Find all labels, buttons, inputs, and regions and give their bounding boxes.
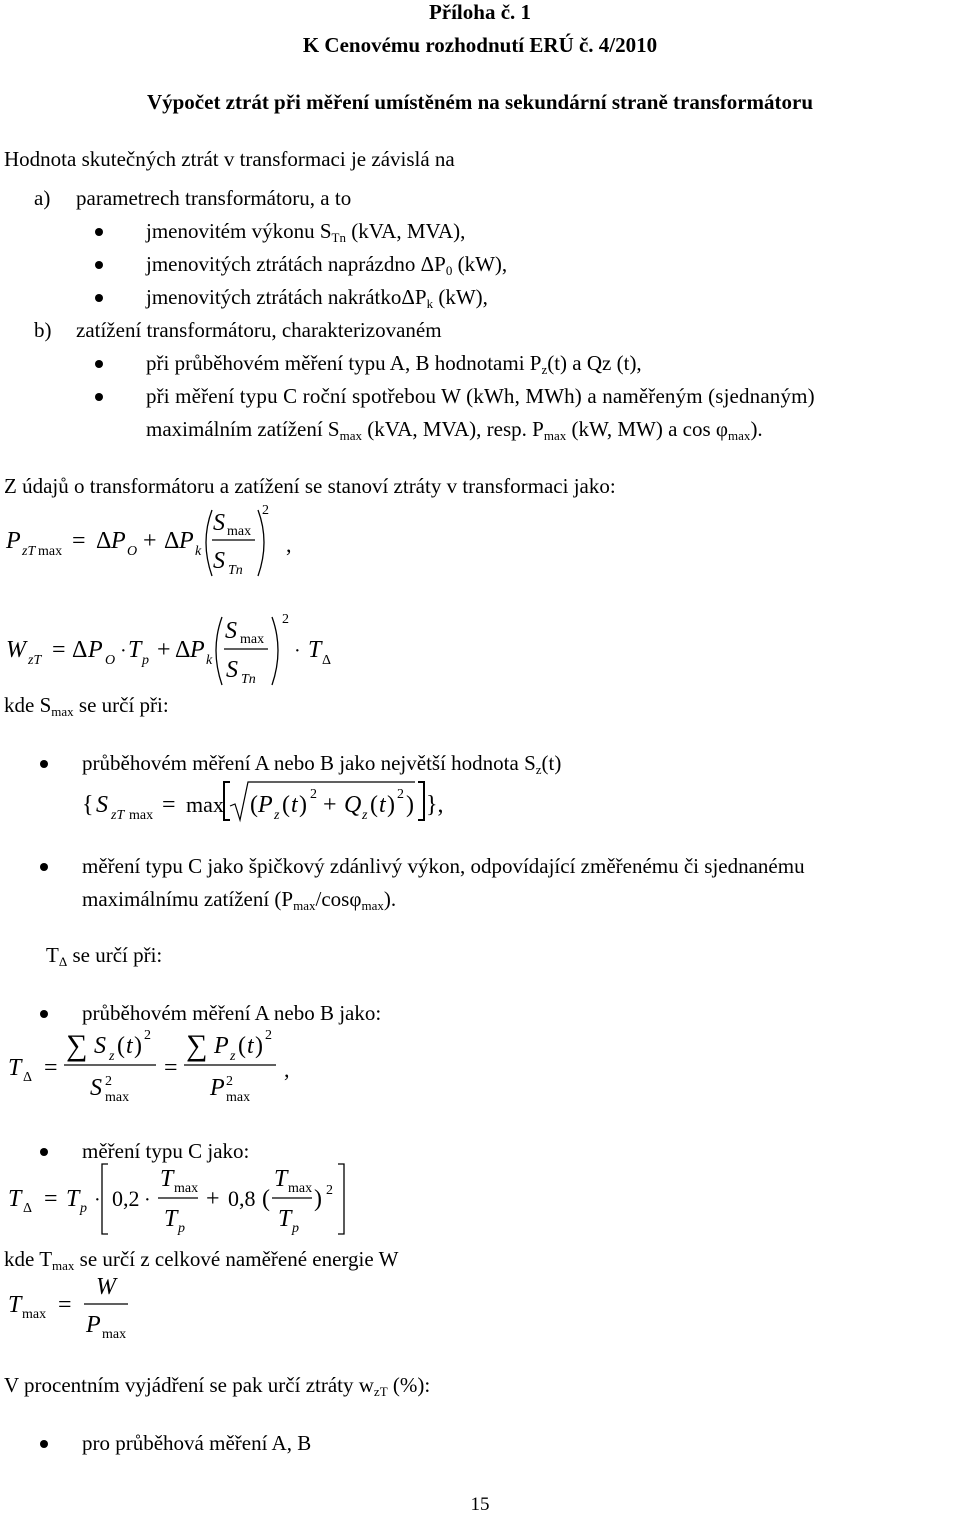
formula-tmax bbox=[0, 1270, 960, 1342]
svg-text:max: max bbox=[174, 1181, 199, 1196]
svg-text:P: P bbox=[86, 1312, 101, 1338]
list-item: jmenovitém výkonu $S_{Tn}$ (kVA, MVA), bbox=[146, 219, 466, 245]
svg-text:2: 2 bbox=[262, 503, 269, 518]
svg-text:(: ( bbox=[250, 792, 258, 818]
bullet-icon bbox=[40, 760, 48, 768]
bullet-icon bbox=[95, 393, 103, 401]
formula-wzt bbox=[0, 605, 960, 695]
annex-label: Příloha č. 1 bbox=[428, 0, 532, 24]
decision-reference: K Cenovému rozhodnutí ERÚ č. 4/2010 bbox=[302, 33, 658, 57]
list-item-continuation: maximálnímu zatížení $(P_{max}/\cos\varphi_{max})$. bbox=[82, 887, 397, 913]
svg-text:): ) bbox=[314, 1186, 322, 1212]
svg-text:Q: Q bbox=[344, 792, 362, 818]
bullet-icon bbox=[95, 360, 103, 368]
svg-text:Δ: Δ bbox=[96, 528, 112, 554]
svg-text:p: p bbox=[142, 653, 149, 668]
svg-text:S: S bbox=[225, 618, 237, 644]
svg-text:W: W bbox=[6, 637, 26, 663]
svg-text:max: max bbox=[129, 808, 154, 823]
svg-text:max: max bbox=[186, 792, 224, 817]
svg-text:t: t bbox=[291, 792, 298, 818]
section-a-label: a) bbox=[34, 186, 51, 210]
svg-text:2: 2 bbox=[310, 787, 317, 802]
svg-text:): ) bbox=[406, 792, 414, 818]
svg-text:max: max bbox=[22, 1307, 47, 1322]
page-number: 15 bbox=[470, 1494, 490, 1515]
svg-text:Δ: Δ bbox=[72, 637, 88, 663]
list-item: pro průběhová měření A, B bbox=[82, 1431, 312, 1455]
svg-text:): ) bbox=[387, 792, 395, 818]
svg-text:T: T bbox=[8, 1186, 22, 1212]
svg-text:0,2: 0,2 bbox=[112, 1186, 140, 1211]
svg-text:t: t bbox=[126, 1033, 133, 1059]
svg-text:2: 2 bbox=[282, 612, 289, 627]
svg-text:T: T bbox=[274, 1166, 288, 1192]
svg-text:T: T bbox=[128, 637, 142, 663]
svg-text:p: p bbox=[178, 1221, 185, 1236]
svg-text:2: 2 bbox=[226, 1074, 233, 1089]
section-a-text: parametrech transformátoru, a to bbox=[76, 186, 352, 210]
svg-text:p: p bbox=[80, 1201, 87, 1216]
list-item: jmenovitých ztrátách naprázdno $\Delta P_0$ (kW), bbox=[146, 252, 508, 278]
formula-tdelta-c bbox=[0, 1160, 960, 1240]
svg-text:T: T bbox=[66, 1186, 80, 1212]
svg-text:O: O bbox=[127, 544, 138, 559]
svg-text:(: ( bbox=[370, 792, 378, 818]
formula-tdelta-ab bbox=[0, 1025, 960, 1105]
list-item: při průběhovém měření typu A, B hodnotami $P_z(t)$ a Qz (t), bbox=[146, 351, 642, 377]
svg-text:k: k bbox=[206, 653, 213, 668]
svg-text:p: p bbox=[292, 1221, 299, 1236]
svg-text:z: z bbox=[109, 1049, 115, 1064]
svg-text:·: · bbox=[120, 640, 127, 662]
list-item: měření typu C jako: bbox=[82, 1139, 250, 1163]
svg-text:{: { bbox=[82, 792, 94, 818]
svg-text:P: P bbox=[111, 528, 126, 554]
svg-text:O: O bbox=[105, 653, 116, 668]
svg-text:+: + bbox=[206, 1186, 220, 1212]
svg-text:P: P bbox=[214, 1033, 229, 1059]
bullet-icon bbox=[40, 863, 48, 871]
svg-text:P: P bbox=[88, 637, 103, 663]
bullet-icon bbox=[95, 294, 103, 302]
svg-text:2: 2 bbox=[265, 1028, 272, 1043]
svg-text:∑: ∑ bbox=[66, 1029, 88, 1062]
svg-text:·: · bbox=[144, 1189, 151, 1211]
svg-text:∑: ∑ bbox=[186, 1029, 208, 1062]
svg-text:T: T bbox=[164, 1206, 178, 1232]
svg-text:max: max bbox=[102, 1327, 127, 1342]
bullet-icon bbox=[40, 1010, 48, 1018]
svg-text:): ) bbox=[299, 792, 307, 818]
svg-text:P: P bbox=[210, 1075, 225, 1101]
intro-text: Hodnota skutečných ztrát v transformaci je závislá na bbox=[4, 147, 455, 171]
svg-text:Δ: Δ bbox=[175, 637, 191, 663]
tdelta-intro: $T_\Delta$ se určí při: bbox=[46, 943, 163, 969]
svg-text:S: S bbox=[96, 792, 108, 818]
list-item: jmenovitých ztrátách nakrátkoΔP$_k$ (kW), bbox=[146, 285, 488, 311]
svg-text:P: P bbox=[258, 792, 273, 818]
svg-text:P: P bbox=[190, 637, 205, 663]
list-item: průběhovém měření A nebo B jako: bbox=[82, 1001, 382, 1025]
svg-text:max: max bbox=[38, 544, 63, 559]
svg-text:T: T bbox=[8, 1292, 22, 1318]
svg-text:k: k bbox=[195, 544, 202, 559]
svg-text:·: · bbox=[294, 640, 301, 662]
svg-text:=: = bbox=[72, 528, 86, 554]
svg-text:2: 2 bbox=[105, 1074, 112, 1089]
svg-text:P: P bbox=[6, 528, 21, 554]
svg-text:0,8: 0,8 bbox=[228, 1186, 256, 1211]
svg-text:+: + bbox=[157, 637, 171, 663]
list-item-continuation: maximálním zatížení $S_{max}$ (kVA, MVA), resp. $P_{max}$ (kW, MW) a $\cos \varphi_{max}$). bbox=[146, 417, 763, 443]
percent-intro: V procentním vyjádření se pak určí ztráty $w_{zT}$ (%): bbox=[4, 1373, 431, 1399]
svg-text:(: ( bbox=[238, 1033, 246, 1059]
svg-text:Tn: Tn bbox=[228, 563, 243, 578]
svg-text:2: 2 bbox=[397, 787, 404, 802]
svg-text:+: + bbox=[323, 792, 337, 818]
svg-text:S: S bbox=[213, 548, 225, 574]
svg-text:·: · bbox=[94, 1189, 101, 1211]
svg-text:max: max bbox=[240, 632, 265, 647]
svg-text:zT: zT bbox=[111, 808, 125, 823]
svg-text:max: max bbox=[226, 1090, 251, 1105]
bullet-icon bbox=[95, 261, 103, 269]
svg-text:W: W bbox=[96, 1274, 116, 1300]
list-item: při měření typu C roční spotřebou W (kWh, MWh) a naměřeným (sjednaným) bbox=[146, 384, 815, 408]
svg-text:Tn: Tn bbox=[241, 672, 256, 687]
kde-tmax: kde $T_{max}$ se určí z celkové naměřené energie W bbox=[4, 1247, 399, 1273]
svg-text:Δ: Δ bbox=[23, 1070, 33, 1085]
svg-text:T: T bbox=[160, 1166, 174, 1192]
page-title: Výpočet ztrát při měření umístěném na sekundární straně transformátoru bbox=[146, 90, 814, 114]
svg-text:): ) bbox=[134, 1033, 142, 1059]
svg-text:S: S bbox=[94, 1033, 106, 1059]
svg-text:=: = bbox=[164, 1055, 178, 1081]
svg-text:max: max bbox=[288, 1181, 313, 1196]
kde-smax: kde $S_{max}$ se určí při: bbox=[4, 693, 169, 719]
svg-text:(: ( bbox=[282, 792, 290, 818]
svg-text:+: + bbox=[143, 528, 157, 554]
svg-text:S: S bbox=[90, 1075, 102, 1101]
svg-text:z: z bbox=[274, 808, 280, 823]
svg-text:z: z bbox=[230, 1049, 236, 1064]
svg-text:T: T bbox=[308, 637, 322, 663]
svg-text:zT: zT bbox=[22, 544, 36, 559]
list-item: průběhovém měření A nebo B jako největší hodnota $S_z(t)$ bbox=[82, 751, 562, 777]
svg-text:z: z bbox=[362, 808, 368, 823]
formula-szt-max bbox=[0, 776, 960, 826]
svg-text:2: 2 bbox=[326, 1183, 333, 1198]
bullet-icon bbox=[95, 228, 103, 236]
svg-text:,: , bbox=[284, 1057, 290, 1082]
svg-text:S: S bbox=[213, 510, 225, 536]
svg-text:=: = bbox=[52, 637, 66, 663]
svg-text:(: ( bbox=[262, 1186, 270, 1212]
svg-text:(: ( bbox=[117, 1033, 125, 1059]
svg-text:T: T bbox=[8, 1055, 22, 1081]
svg-text:,: , bbox=[286, 532, 292, 557]
svg-text:Δ: Δ bbox=[23, 1201, 33, 1216]
svg-text:S: S bbox=[226, 657, 238, 683]
svg-text:t: t bbox=[379, 792, 386, 818]
svg-text:T: T bbox=[278, 1206, 292, 1232]
bullet-icon bbox=[40, 1440, 48, 1448]
svg-text:): ) bbox=[255, 1033, 263, 1059]
svg-text:Δ: Δ bbox=[164, 528, 180, 554]
section-b-text: zatížení transformátoru, charakterizovaném bbox=[76, 318, 442, 342]
svg-text:max: max bbox=[227, 524, 252, 539]
losses-intro: Z údajů o transformátoru a zatížení se stanoví ztráty v transformaci jako: bbox=[4, 474, 616, 498]
svg-text:},: }, bbox=[426, 792, 444, 818]
formula-pzt-max bbox=[0, 500, 960, 590]
svg-text:t: t bbox=[247, 1033, 254, 1059]
list-item: měření typu C jako špičkový zdánlivý výkon, odpovídající změřenému či sjednanému bbox=[82, 854, 805, 878]
svg-text:2: 2 bbox=[144, 1028, 151, 1043]
svg-text:max: max bbox=[105, 1090, 130, 1105]
svg-text:zT: zT bbox=[28, 653, 42, 668]
svg-text:=: = bbox=[44, 1055, 58, 1081]
svg-text:=: = bbox=[44, 1186, 58, 1212]
section-b-label: b) bbox=[34, 318, 52, 342]
svg-text:Δ: Δ bbox=[322, 653, 332, 668]
svg-text:P: P bbox=[179, 528, 194, 554]
svg-text:=: = bbox=[162, 792, 176, 818]
bullet-icon bbox=[40, 1148, 48, 1156]
svg-text:=: = bbox=[58, 1292, 72, 1318]
